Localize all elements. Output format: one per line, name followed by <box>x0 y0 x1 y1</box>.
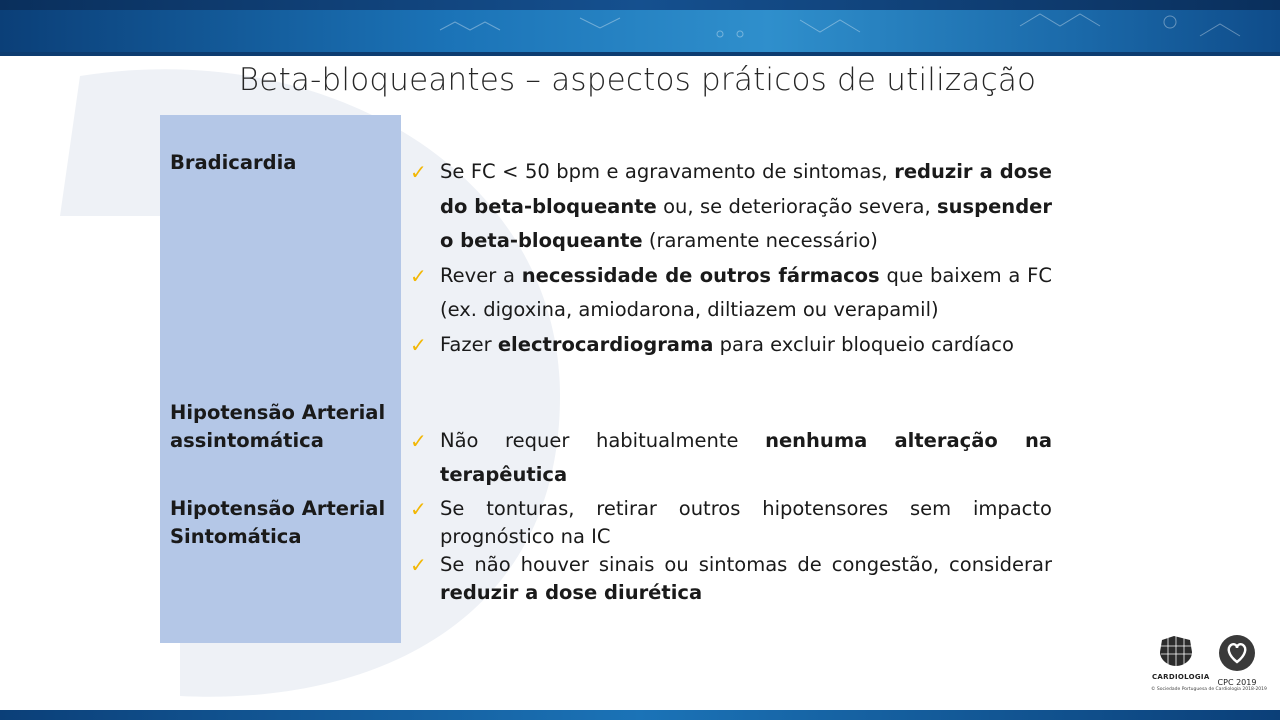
bullet-item <box>410 495 1052 551</box>
row-label-hipotensao-sintomatica: Hipotensão Arterial Sintomática <box>170 497 386 548</box>
bullet-text-bold: necessidade de outros fármacos <box>521 263 880 287</box>
checkmark-icon: ✓ <box>410 553 427 577</box>
footer-bar <box>0 710 1280 720</box>
bullet-text-bold: nenhuma alteração na terapêutica <box>440 429 1052 486</box>
copyright-text: © Sociedade Portuguesa de Cardiologia 2018-2019 <box>1151 687 1267 692</box>
header-banner <box>0 0 1280 52</box>
heart-circle-icon <box>1218 634 1256 672</box>
bullet-text: que baixem a FC (ex. digoxina, amiodarona, diltiazem ou verapamil) <box>440 263 1052 321</box>
bullet-text: Se não houver sinais ou sintomas de congestão, considerar <box>440 553 1052 576</box>
label-column <box>160 115 401 643</box>
bullet-item <box>410 259 1052 328</box>
spc-logo-text: CARDIOLOGIA <box>1152 673 1210 681</box>
bullet-item <box>410 424 1052 492</box>
bullet-item <box>410 551 1052 607</box>
bullet-text: Se tonturas, retirar outros hipotensores sem impacto prognóstico na IC <box>440 497 1052 548</box>
checkmark-icon: ✓ <box>410 429 427 453</box>
bullets-hipotensao-assintomatica <box>410 424 1052 492</box>
page-title: Beta-bloqueantes – aspectos práticos de utilização <box>238 62 1037 98</box>
bullet-text: Se FC < 50 bpm e agravamento de sintomas, <box>440 160 895 183</box>
bullet-text: ou, se deterioração severa, <box>656 194 938 218</box>
checkmark-icon: ✓ <box>410 497 427 521</box>
bullets-bradicardia <box>410 155 1052 362</box>
row-label-bradicardia: Bradicardia <box>170 151 297 174</box>
bullet-text-bold: reduzir a dose diurética <box>440 581 703 604</box>
row-label-hipotensao-assintomatica: Hipotensão Arterial assintomática <box>170 401 386 452</box>
bullet-text: Rever a <box>440 263 522 287</box>
bullet-text: Não requer habitualmente <box>440 429 766 452</box>
bullet-text: (raramente necessário) <box>642 229 878 252</box>
checkmark-icon: ✓ <box>410 263 427 288</box>
heart-map-icon <box>1158 634 1194 668</box>
bullets-hipotensao-sintomatica <box>410 495 1052 607</box>
molecule-pattern <box>0 0 1280 52</box>
checkmark-icon: ✓ <box>410 160 427 184</box>
bullet-text-bold: reduzir a dose do beta-bloqueante <box>440 160 1052 218</box>
bullet-text: Fazer <box>440 332 498 356</box>
bullet-text: para excluir bloqueio cardíaco <box>713 332 1014 356</box>
cpc-logo-text: CPC 2019 <box>1217 678 1257 687</box>
bullet-item <box>410 328 1052 363</box>
cpc-logo <box>1214 634 1260 687</box>
bullet-text-bold: electrocardiograma <box>497 332 714 356</box>
spc-logo <box>1152 634 1210 681</box>
checkmark-icon: ✓ <box>410 332 427 357</box>
bullet-item <box>410 155 1052 259</box>
bullet-text-bold: suspender o beta-bloqueante <box>440 194 1052 252</box>
